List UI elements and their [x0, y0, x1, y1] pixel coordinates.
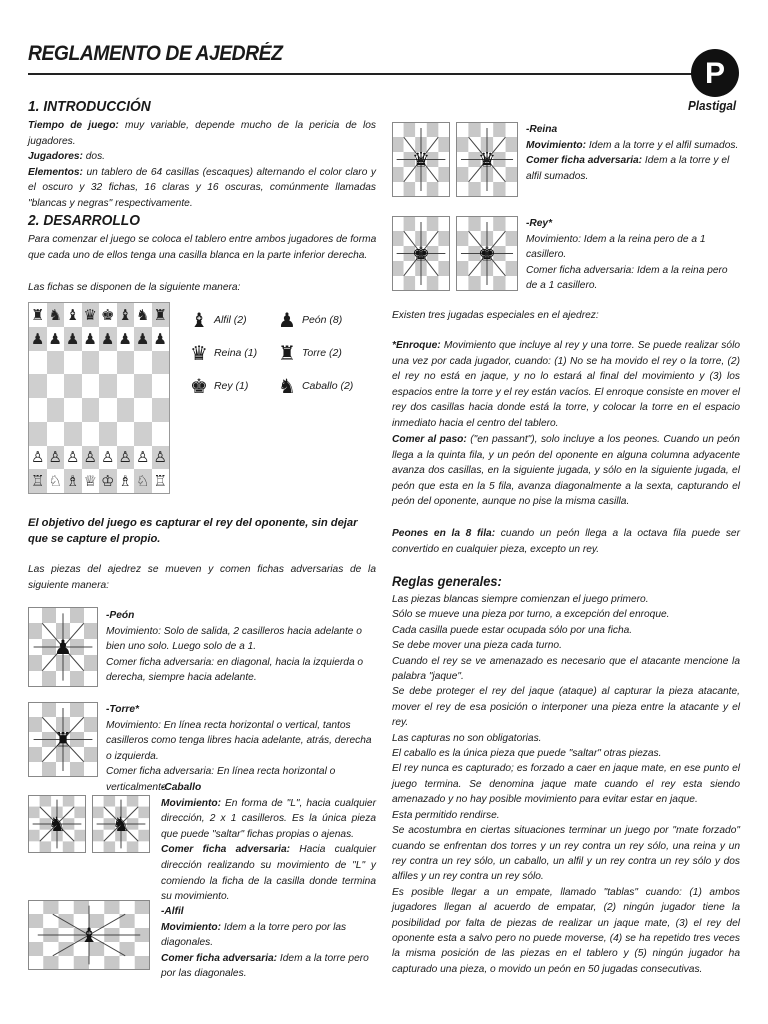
- legend-alfil: ♝ Alfil (2): [190, 308, 247, 332]
- board-square: [117, 398, 135, 422]
- board-square: ♙: [47, 446, 65, 470]
- board-square: ♛: [82, 303, 100, 327]
- board-square: ♘: [134, 469, 152, 493]
- board-square: [82, 398, 100, 422]
- svg-text:P: P: [704, 57, 726, 90]
- desarrollo-heading: 2. DESARROLLO: [28, 212, 140, 229]
- svg-text:♞: ♞: [112, 812, 130, 836]
- legend-torre: ♜ Torre (2): [278, 341, 342, 365]
- board-square: [99, 351, 117, 375]
- rey-diagram-2: [456, 216, 518, 291]
- regla-item: El rey nunca es capturado; es forzado a caer en jaque mate, en ese punto el juego termina. Se denomina jaque mate cuando el rey esta siendo amenazado y no hay posible movimiento para evitar estar en jaque.: [392, 763, 740, 806]
- page-title: REGLAMENTO DE AJEDRÉZ: [28, 42, 283, 65]
- board-square: ♕: [82, 469, 100, 493]
- moves-intro: Las piezas del ajedrez se mueven y comen fichas adversarias de la siguiente manera:: [28, 564, 376, 591]
- torre-diagram: [28, 702, 98, 777]
- caballo-text: -Caballo Movimiento: En forma de "L", hacia cualquier dirección, 2 x 1 casilleros. Es la única pieza que puede "saltar" fichas propias o ajenas. Comer ficha adversaria: Hacia cualquier dirección realizando su movimiento de "L" y comiendo la ficha de la casilla donde termina su movimiento.: [161, 782, 376, 903]
- rook-icon: ♜: [278, 341, 296, 365]
- board-square: [64, 374, 82, 398]
- plastigal-logo: [690, 48, 740, 98]
- reina-text: -Reina Movimiento: Idem a la torre y el alfil sumados. Comer ficha adversaria: Idem a la torre y el alfil sumados.: [526, 124, 739, 182]
- alfil-diagram: [28, 900, 150, 970]
- torre-text: -Torre* Movimiento: En línea recta horizontal o vertical, tantos casilleros como tenga libres hacia adelante, atrás, derecha o izquierda. Comer ficha adversaria: En línea recta horizontal o verticalmente.: [106, 704, 372, 793]
- rey-diagram-1: [392, 216, 450, 291]
- board-square: [47, 351, 65, 375]
- board-square: [82, 351, 100, 375]
- board-square: [152, 422, 170, 446]
- board-square: ♝: [117, 303, 135, 327]
- svg-text:♛: ♛: [412, 147, 430, 172]
- chess-board-setup: [28, 302, 170, 494]
- regla-item: El caballo es la única pieza que puede "saltar" otras piezas.: [392, 748, 662, 760]
- svg-text:♚: ♚: [412, 241, 430, 266]
- board-square: ♙: [99, 446, 117, 470]
- legend-rey: ♚ Rey (1): [190, 374, 249, 398]
- board-square: ♙: [152, 446, 170, 470]
- board-square: [47, 374, 65, 398]
- logo-wordmark: Plastigal: [688, 98, 737, 113]
- board-square: ♞: [134, 303, 152, 327]
- king-icon: ♚: [190, 374, 208, 398]
- special-intro: Existen tres jugadas especiales en el ajedrez:: [392, 310, 599, 321]
- board-square: [117, 351, 135, 375]
- regla-item: Se debe proteger el rey del jaque (ataque) al capturar la pieza atacante, mover el rey de esa posición o interponer una pieza entre la atacante y el rey.: [392, 686, 740, 729]
- board-square: ♗: [64, 469, 82, 493]
- regla-item: Esta permitido rendirse.: [392, 809, 500, 821]
- board-square: [29, 398, 47, 422]
- svg-text:♟: ♟: [54, 635, 72, 659]
- board-square: [99, 374, 117, 398]
- board-square: ♙: [117, 446, 135, 470]
- board-square: ♞: [47, 303, 65, 327]
- regla-item: Cuando el rey se ve amenazado es necesario que el atacante mencione la palabra "jaque".: [392, 655, 740, 683]
- svg-text:♛: ♛: [478, 147, 496, 172]
- svg-text:♞: ♞: [48, 812, 66, 836]
- regla-item: Es posible llegar a un empate, llamado "tablas" cuando: (1) ambos jugadores llegan al acuerdo de empatar, (2) ningún jugador tiene la posibilidad por falta de piezas de realizar un jaque mate, (3) el rey del oponente esta a salvo pero no puede moverse, (4) se ha repetido tres veces la misma posición de las piezas en el tablero y (5) ningún jugador ha capturado una pieza, o movido un peón en 50 jugadas consecutivas.: [392, 886, 740, 975]
- desarrollo-p1: Para comenzar el juego se coloca el tablero entre ambos jugadores de forma que cada uno de ellos tenga una casilla blanca en la parte inferior derecha.: [28, 234, 377, 261]
- board-square: [134, 398, 152, 422]
- board-square: ♟: [47, 327, 65, 351]
- board-square: [134, 351, 152, 375]
- board-square: [47, 422, 65, 446]
- rey-text: -Rey* Movimiento: Idem a la reina pero de a 1 casillero. Comer ficha adversaria: Idem a la reina pero de a 1 casillero.: [526, 218, 728, 292]
- board-square: ♙: [64, 446, 82, 470]
- desarrollo-p2: Las fichas se disponen de la siguiente manera:: [28, 282, 241, 293]
- alfil-text: -Alfil Movimiento: Idem a la torre pero por las diagonales. Comer ficha adversaria: Idem a la torre pero por las diagonales.: [161, 906, 369, 980]
- regla-item: Las capturas no son obligatorias.: [392, 732, 542, 744]
- board-square: [47, 398, 65, 422]
- board-square: [29, 351, 47, 375]
- board-square: [29, 422, 47, 446]
- board-square: ♟: [82, 327, 100, 351]
- peon-diagram: [28, 607, 98, 687]
- legend-caballo: ♞ Caballo (2): [278, 374, 354, 398]
- board-square: ♟: [152, 327, 170, 351]
- board-square: [152, 374, 170, 398]
- board-square: [64, 398, 82, 422]
- reina-diagram-1: [392, 122, 450, 197]
- svg-text:♝: ♝: [80, 923, 98, 947]
- board-square: ♖: [29, 469, 47, 493]
- board-square: [64, 351, 82, 375]
- intro-heading: 1. INTRODUCCIÓN: [28, 98, 151, 115]
- regla-item: Se acostumbra en ciertas situaciones terminar un juego por "mate forzado" cuando se enfrentan dos torres y un rey contra un rey sólo, una reina y un rey contra un rey sólo, un caballo, un alfil y un rey contra un rey sólo y dos alfiles y un rey contra un rey sólo.: [392, 825, 740, 883]
- paso-text: Comer al paso: ("en passant"), solo incluye a los peones. Cuando un peón llega a la quinta fila, y un peón del oponente en alguna columna adyacente avanza dos casillas, en la siguiente jugada, y sólo en la siguiente jugada, el peón que esta en la 5 fila, avanza diagonalmente a la sexta, capturando el peón del oponente, aunque no pise la misma casilla.: [392, 434, 740, 508]
- board-square: [152, 398, 170, 422]
- board-square: [64, 422, 82, 446]
- peones8-text: Peones en la 8 fila: cuando un peón llega a la octava fila puede ser convertido en cualquier pieza, excepto un rey.: [392, 528, 740, 555]
- regla-item: Las piezas blancas siempre comienzan el juego primero.: [392, 594, 649, 605]
- knight-icon: ♞: [278, 374, 296, 398]
- board-square: ♖: [152, 469, 170, 493]
- board-square: [82, 422, 100, 446]
- board-square: [99, 398, 117, 422]
- board-square: ♟: [134, 327, 152, 351]
- board-square: ♟: [99, 327, 117, 351]
- board-square: [29, 374, 47, 398]
- regla-item: Sólo se mueve una pieza por turno, a excepción del enroque.: [392, 609, 670, 621]
- reglas-heading: Reglas generales:: [392, 574, 502, 589]
- regla-item: Cada casilla puede estar ocupada sólo por una ficha.: [392, 624, 633, 636]
- board-square: [99, 422, 117, 446]
- board-square: [134, 422, 152, 446]
- board-square: [117, 374, 135, 398]
- board-square: ♟: [64, 327, 82, 351]
- board-square: [82, 374, 100, 398]
- board-square: ♜: [29, 303, 47, 327]
- regla-item: Se debe mover una pieza cada turno.: [392, 640, 562, 652]
- board-square: ♟: [117, 327, 135, 351]
- title-rule: [28, 73, 692, 75]
- board-square: [134, 374, 152, 398]
- intro-text: Tiempo de juego: muy variable, depende mucho de la pericia de los jugadores. Jugadores: dos. Elementos: un tablero de 64 casillas (escaques) alternando el color claro y el oscuro y 32 fichas, 16 claras y 16 oscuras, comúnmente llamadas "blancas y negras" respectivamente.: [28, 120, 376, 209]
- queen-icon: ♛: [190, 341, 208, 365]
- svg-text:♚: ♚: [478, 241, 496, 266]
- board-square: ♗: [117, 469, 135, 493]
- peon-text: -Peón Movimiento: Solo de salida, 2 casilleros hacia adelante o bien uno solo. Luego solo de a 1. Comer ficha adversaria: en diagonal, hacia la izquierda o derecha, siempre hacia adelante.: [106, 610, 364, 684]
- legend-peon: ♟ Peón (8): [278, 308, 343, 332]
- objective-text: El objetivo del juego es capturar el rey del oponente, sin dejar que se capture el propio.: [28, 517, 358, 545]
- board-square: ♙: [82, 446, 100, 470]
- svg-text:♜: ♜: [54, 727, 72, 752]
- reina-diagram-2: [456, 122, 518, 197]
- board-square: [117, 422, 135, 446]
- enroque-text: *Enroque: Movimiento que incluye al rey y una torre. Se puede realizar sólo una vez por cada jugador, cuando: (1) No se ha movido el rey o la torre, (2) el rey no está en jaque, y no lo estará al final del movimiento y (3) los espacios entre la torre y el rey están vacíos. El enroque consiste en mover el rey dos casillas hacia donde está la torre, y colocar la torre en el espacio inmediato hacia el centro del tablero.: [392, 340, 740, 429]
- board-square: ♔: [99, 469, 117, 493]
- board-square: ♚: [99, 303, 117, 327]
- caballo-diagram-1: [28, 795, 86, 853]
- pawn-icon: ♟: [278, 308, 296, 332]
- board-square: ♙: [29, 446, 47, 470]
- board-square: [152, 351, 170, 375]
- legend-reina: ♛ Reina (1): [190, 341, 258, 365]
- board-square: ♙: [134, 446, 152, 470]
- bishop-icon: ♝: [190, 308, 208, 332]
- caballo-diagram-2: [92, 795, 150, 853]
- board-square: ♜: [152, 303, 170, 327]
- board-square: ♝: [64, 303, 82, 327]
- board-square: ♘: [47, 469, 65, 493]
- reglas-list: [392, 592, 740, 977]
- board-square: ♟: [29, 327, 47, 351]
